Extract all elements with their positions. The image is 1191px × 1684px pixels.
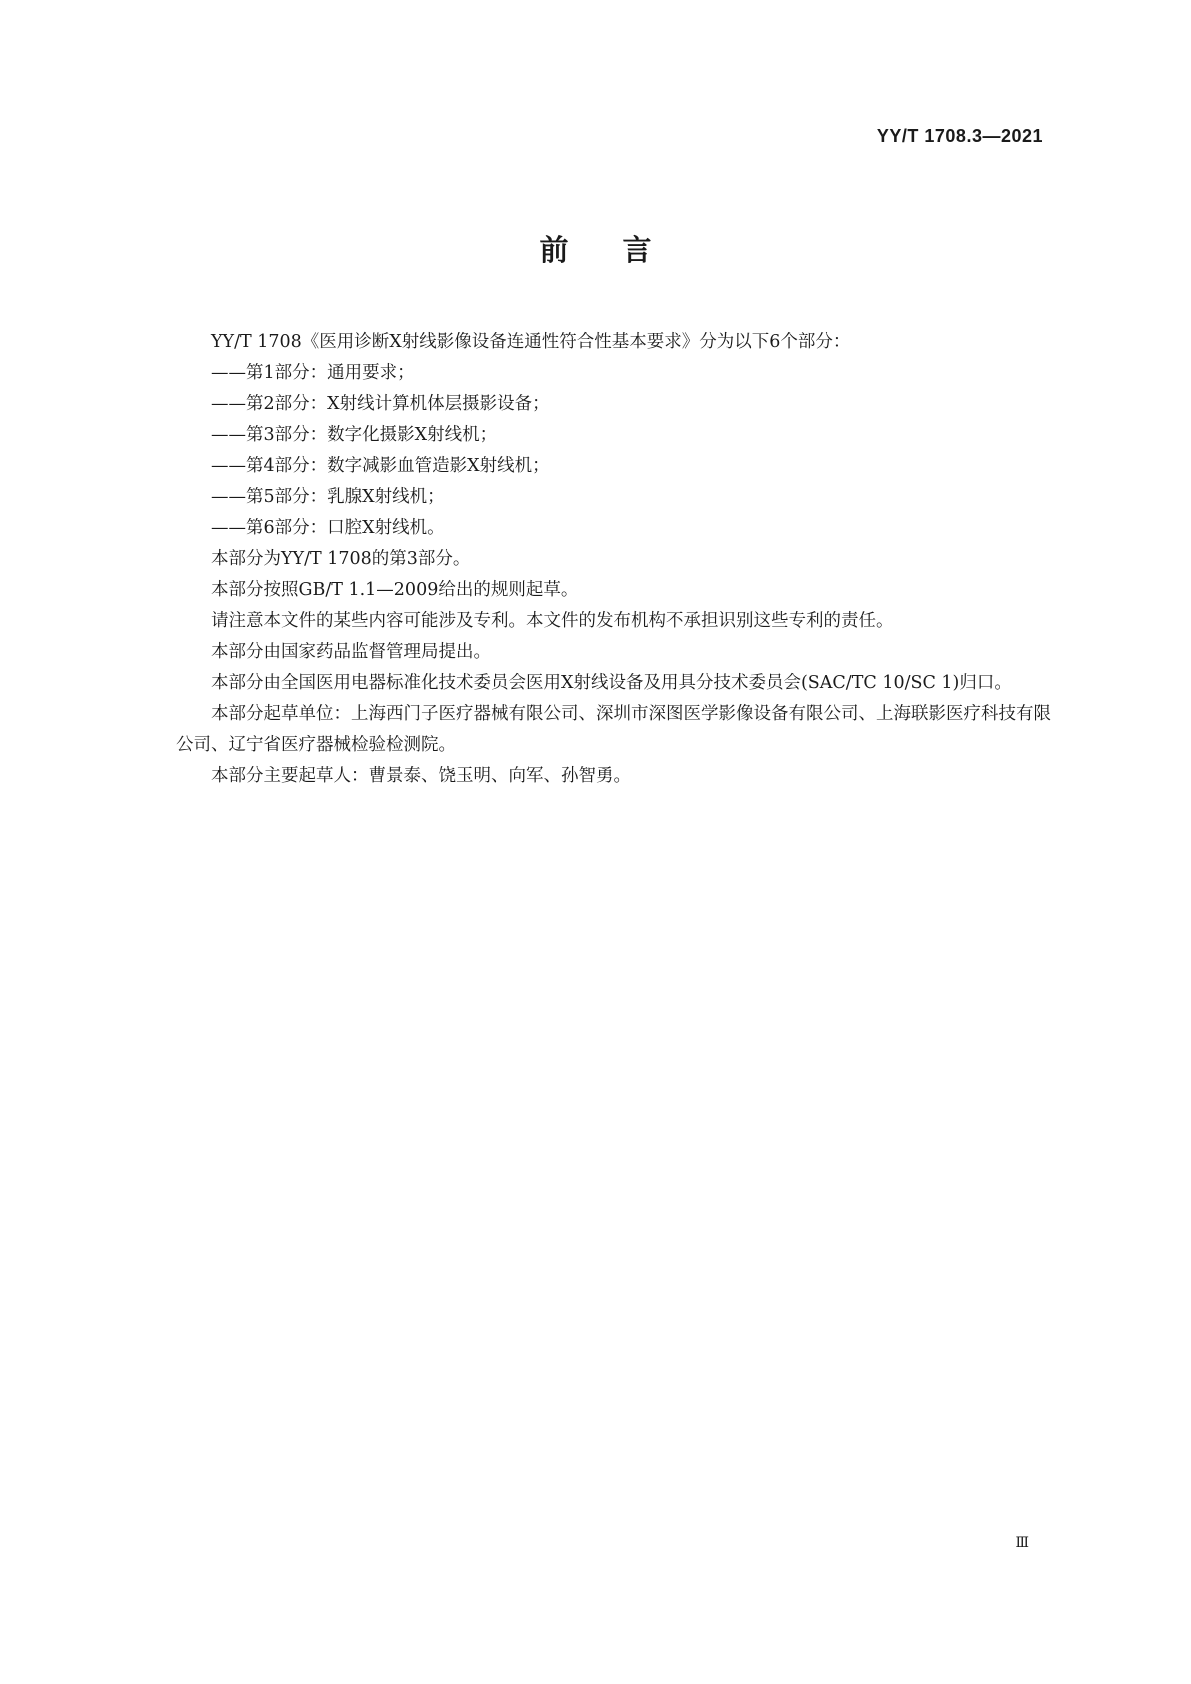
paragraph-main-drafters: 本部分主要起草人：曹景泰、饶玉明、向军、孙智勇。: [211, 766, 631, 786]
page-title: 前言: [539, 233, 706, 267]
part-list-item-5: ——第5部分：乳腺X射线机；: [211, 487, 445, 507]
standard-code: YY/T 1708.3—2021: [876, 126, 1043, 146]
part-list-item-4: ——第4部分：数字减影血管造影X射线机；: [211, 456, 550, 476]
foreword-body: [176, 327, 1058, 792]
paragraph-proposer: 本部分由国家药品监督管理局提出。: [211, 642, 491, 662]
paragraph-drafting-organizations: 本部分起草单位：上海西门子医疗器械有限公司、深圳市深图医学影像设备有限公司、上海联影医疗科技有限公司、辽宁省医疗器械检验检测院。: [176, 704, 1051, 755]
part-list-item-6: ——第6部分：口腔X射线机。: [211, 518, 445, 538]
page-number: Ⅲ: [1015, 1535, 1029, 1551]
part-list-item-1: ——第1部分：通用要求；: [211, 363, 415, 383]
paragraph-responsible-committee: 本部分由全国医用电器标准化技术委员会医用X射线设备及用具分技术委员会(SAC/TC 10/SC 1)归口。: [211, 673, 1012, 693]
part-list-item-3: ——第3部分：数字化摄影X射线机；: [211, 425, 498, 445]
part-list-item-2: ——第2部分：X射线计算机体层摄影设备；: [211, 394, 550, 414]
intro-paragraph: YY/T 1708《医用诊断X射线影像设备连通性符合性基本要求》分为以下6个部分：: [211, 332, 851, 352]
paragraph-drafting-rules: 本部分按照GB/T 1.1—2009给出的规则起草。: [211, 580, 579, 600]
paragraph-patent-notice: 请注意本文件的某些内容可能涉及专利。本文件的发布机构不承担识别这些专利的责任。: [211, 611, 894, 631]
paragraph-part-statement: 本部分为YY/T 1708的第3部分。: [211, 549, 471, 569]
